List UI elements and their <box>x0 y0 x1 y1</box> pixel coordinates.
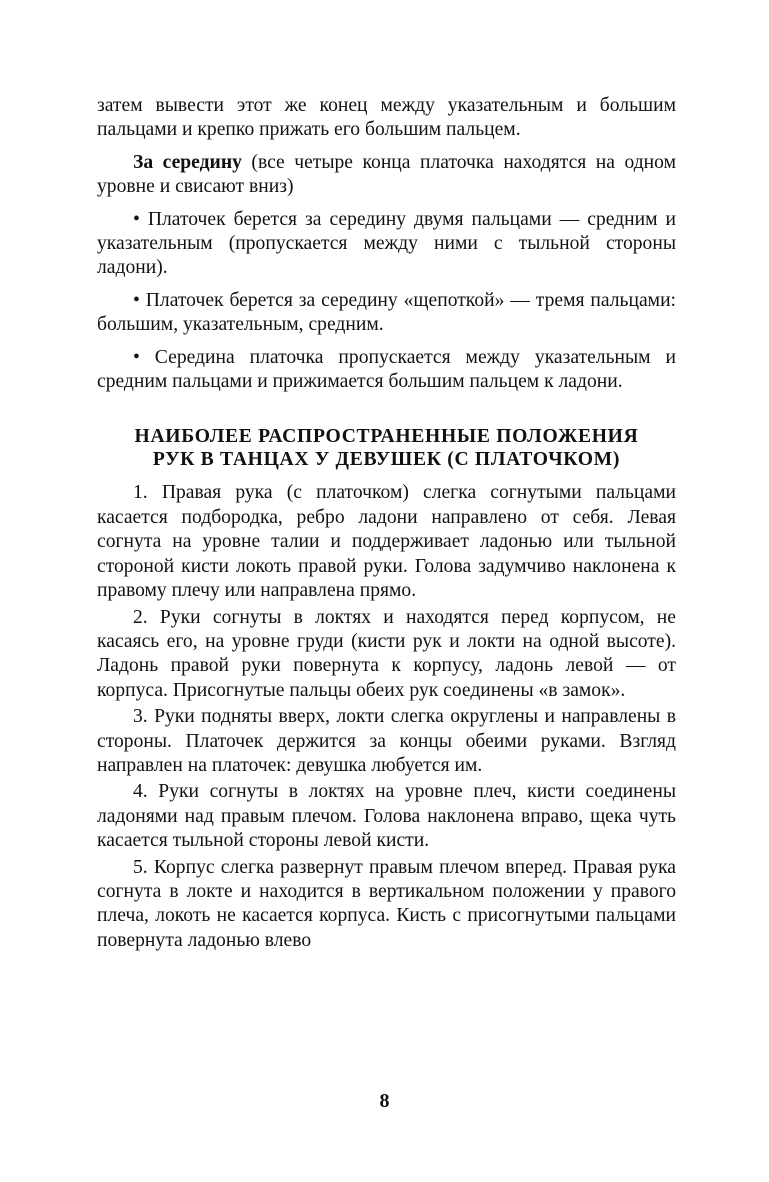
section-heading-line-1: НАИБОЛЕЕ РАСПРОСТРАНЕННЫЕ ПОЛОЖЕНИЯ <box>134 426 639 448</box>
middle-grip-paragraph <box>97 151 676 200</box>
section-heading <box>97 425 676 471</box>
page-body <box>97 94 676 953</box>
position-paragraph: 2. Руки согнуты в локтях и находятся перед корпусом, не касаясь его, на уровне груди (кисти рук и локти на одной высоте). Ладонь правой руки повернута к корпусу, ладонь левой — от корпуса. Присогнутые пальцы обеих рук соединены «в замок». <box>97 606 676 701</box>
section-heading-line-2: РУК В ТАНЦАХ У ДЕВУШЕК (С ПЛАТОЧКОМ) <box>152 449 621 471</box>
middle-grip-note: (все четыре конца платочка находятся на одном уровне и свисают вниз) <box>97 151 676 198</box>
page-number: 8 <box>379 1090 390 1112</box>
position-paragraph: 4. Руки согнуты в локтях на уровне плеч, кисти соединены ладонями над правым плечом. Голова наклонена вправо, щека чуть касается тыльной стороны левой кисти. <box>97 781 676 852</box>
bullet-item: • Платочек берется за середину двумя пальцами — средним и указательным (пропускается между ними с тыльной стороны ладони). <box>97 208 676 279</box>
bullet-item: • Платочек берется за середину «щепоткой» — тремя пальцами: большим, указательным, средним. <box>97 289 676 336</box>
position-paragraph: 3. Руки подняты вверх, локти слегка округлены и направлены в стороны. Платочек держится за концы обеими руками. Взгляд направлен на платочек: девушка любуется им. <box>97 706 676 776</box>
intro-paragraph: затем вывести этот же конец между указательным и большим пальцами и крепко прижать его большим пальцем. <box>97 95 676 141</box>
position-paragraph: 1. Правая рука (с платочком) слегка согнутыми пальцами касается подбородка, ребро ладони направлено от себя. Левая согнута на уровне талии и поддерживает ладонью или тыльной стороной кисти локоть правой руки. Голова задумчиво наклонена к правому плечу или направлена прямо. <box>97 482 676 602</box>
position-paragraph: 5. Корпус слегка развернут правым плечом вперед. Правая рука согнута в локте и находится в вертикальном положении у правого плеча, локоть не касается корпуса. Кисть с присогнутыми пальцами повернута ладонью влево <box>97 856 676 951</box>
bullet-item: • Середина платочка пропускается между указательным и средним пальцами и прижимается большим пальцем к ладони. <box>97 346 676 393</box>
middle-grip-title: За середину <box>133 151 242 173</box>
